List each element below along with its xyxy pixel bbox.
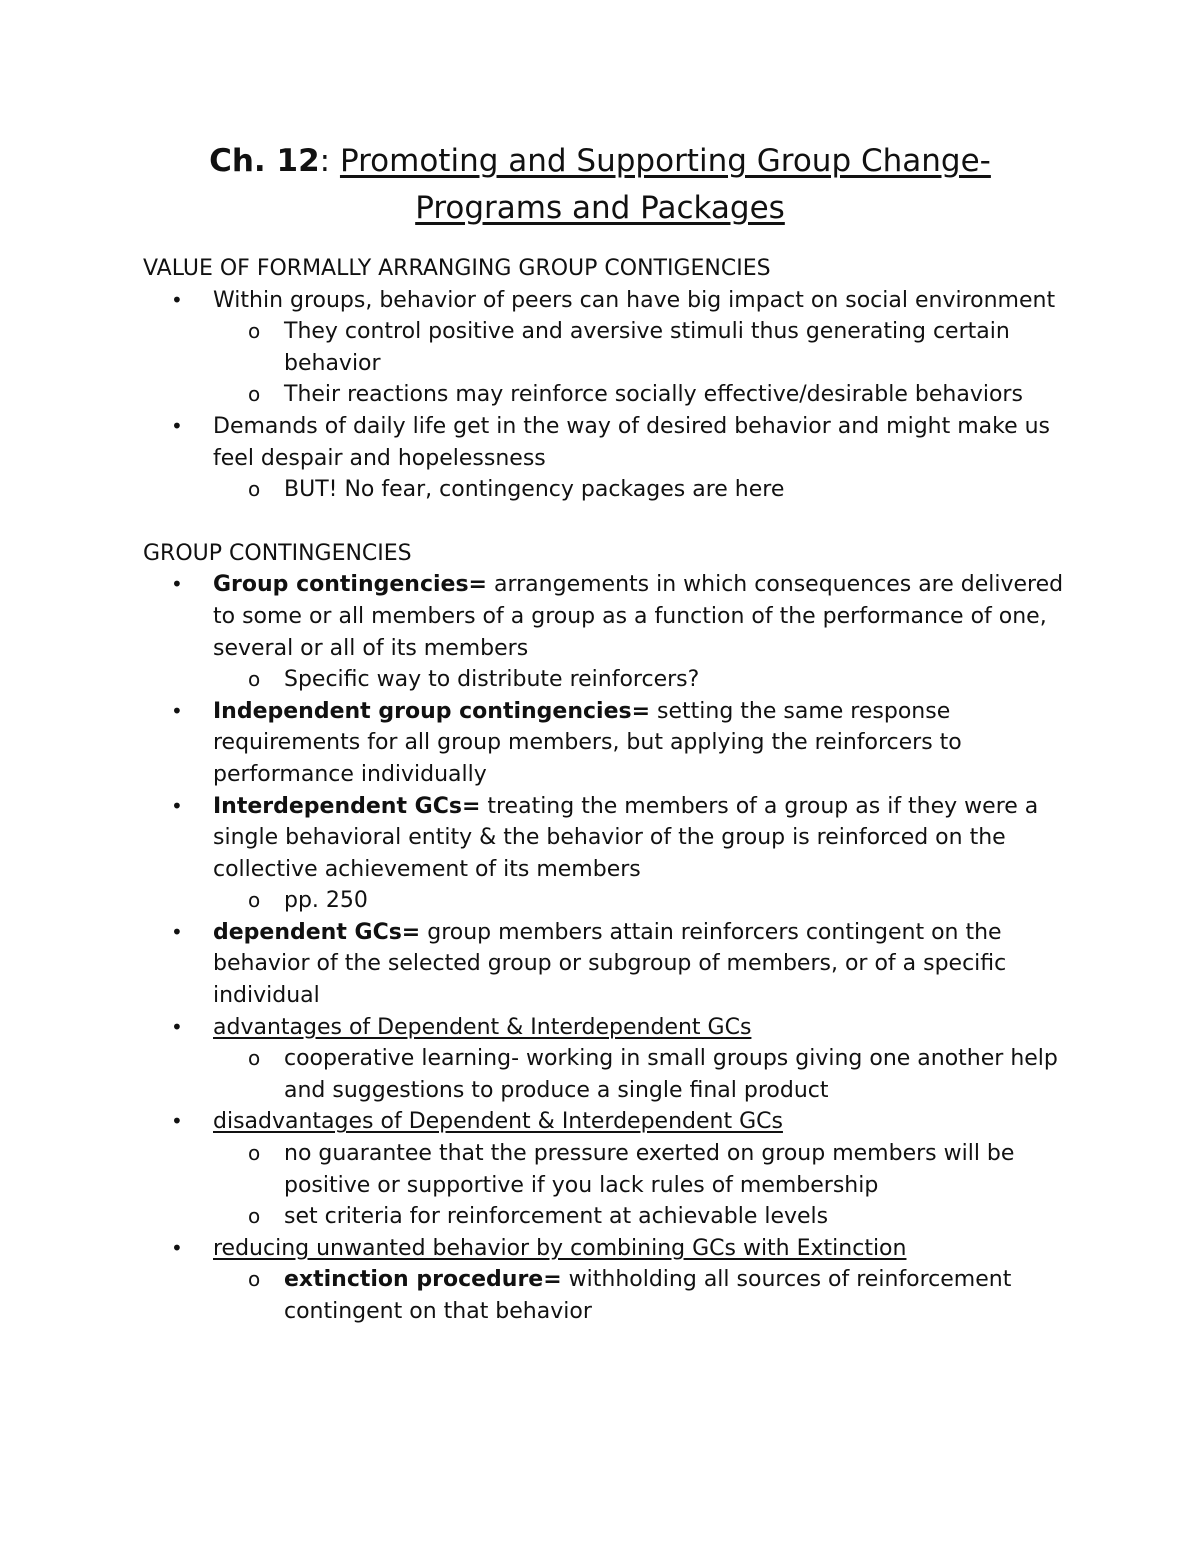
sub-list [213,1043,1073,1106]
list-item [171,1233,1073,1328]
disadvantages-heading: disadvantages of Dependent & Interdependent GCs [213,1109,783,1135]
bullet-icon: • [171,1235,183,1260]
sub-bullet-icon: o [248,1267,261,1292]
bullet-icon: • [171,572,183,597]
title-colon: : [319,143,340,179]
definition-text: treating the members of a group as if they were a single behavioral entity & the behavior of the group is reinforced on the collective achievement of its members [213,793,1039,882]
list-item [171,1106,1073,1232]
bullet-icon: • [171,1014,183,1039]
sub-bullet-icon: o [248,1141,261,1166]
sub-list-item-text: no guarantee that the pressure exerted on group members will be positive or supportive if you lack rules of membership [284,1141,1015,1198]
sub-bullet-icon: o [248,888,261,913]
bullet-icon: • [171,287,183,312]
definition-text: withholding all sources of reinforcement contingent on that behavior [284,1267,1012,1324]
term-group-contingencies: Group contingencies= [213,572,487,598]
list-item [171,285,1073,411]
sub-list-item-text: Specific way to distribute reinforcers? [284,667,700,693]
list-item-text: Demands of daily life get in the way of desired behavior and might make us feel despair and hopelessness [213,413,1051,471]
extinction-heading: reducing unwanted behavior by combining GCs with Extinction [213,1235,907,1261]
term-independent-gc: Independent group contingencies= [213,698,651,724]
title-line-1: Promoting and Supporting Group Change- [339,143,991,179]
list-item [171,1012,1073,1107]
sub-bullet-icon: o [248,382,261,407]
list-item-text: Within groups, behavior of peers can have big impact on social environment [213,287,1056,313]
section-spacer [143,506,1073,538]
sub-list-item [248,1043,1073,1106]
sub-list-item [248,379,1073,411]
term-extinction-procedure: extinction procedure= [284,1267,562,1293]
bullet-icon: • [171,413,183,438]
term-dependent-gc: dependent GCs= [213,919,421,945]
sub-list-item-text: cooperative learning- working in small groups giving one another help and suggestions to produce a single final product [284,1046,1058,1103]
bullet-icon: • [171,919,183,944]
sub-list-item-text: They control positive and aversive stimuli thus generating certain behavior [284,319,1010,376]
list-item [171,569,1073,695]
bullet-icon: • [171,698,183,723]
sub-list [213,664,1073,696]
sub-bullet-icon: o [248,319,261,344]
sub-list [213,316,1073,411]
group-list [143,569,1073,1327]
list-item [171,696,1073,791]
sub-list [213,1264,1073,1327]
definition-text: arrangements in which consequences are delivered to some or all members of a group as a function of the performance of one, several or all of its members [213,572,1064,661]
definition-text: setting the same response requirements for all group members, but applying the reinforcers to performance individually [213,698,962,787]
sub-list-item [248,885,1073,917]
sub-list-item [248,1264,1073,1327]
value-list [143,285,1073,506]
sub-bullet-icon: o [248,1046,261,1071]
sub-list-item-text: BUT! No fear, contingency packages are here [284,477,785,503]
sub-list [213,1138,1073,1233]
page-title [100,138,1100,231]
sub-list-item [248,474,1073,506]
section-heading-value: VALUE OF FORMALLY ARRANGING GROUP CONTIGENCIES [143,256,771,281]
sub-list [213,885,1073,917]
section-heading-group: GROUP CONTINGENCIES [143,540,412,566]
sub-bullet-icon: o [248,1204,261,1229]
sub-list-item-text: Their reactions may reinforce socially effective/desirable behaviors [284,382,1023,408]
sub-list-item-text: pp. 250 [284,888,368,914]
sub-list-item [248,316,1073,379]
list-item [171,791,1073,917]
sub-bullet-icon: o [248,477,261,502]
list-item [171,411,1073,506]
document-body [143,253,1073,1328]
bullet-icon: • [171,793,183,818]
sub-list [213,474,1073,506]
sub-list-item [248,664,1073,696]
chapter-number: Ch. 12 [209,143,320,179]
sub-list-item [248,1138,1073,1201]
sub-list-item-text: set criteria for reinforcement at achievable levels [284,1204,829,1230]
advantages-heading: advantages of Dependent & Interdependent GCs [213,1014,752,1040]
list-item [171,917,1073,1012]
sub-list-item [248,1201,1073,1233]
term-interdependent-gc: Interdependent GCs= [213,793,481,819]
title-line-2: Programs and Packages [415,189,785,226]
sub-bullet-icon: o [248,667,261,692]
bullet-icon: • [171,1109,183,1134]
definition-text: group members attain reinforcers contingent on the behavior of the selected group or subgroup of members, or of a specific individual [213,919,1007,1009]
